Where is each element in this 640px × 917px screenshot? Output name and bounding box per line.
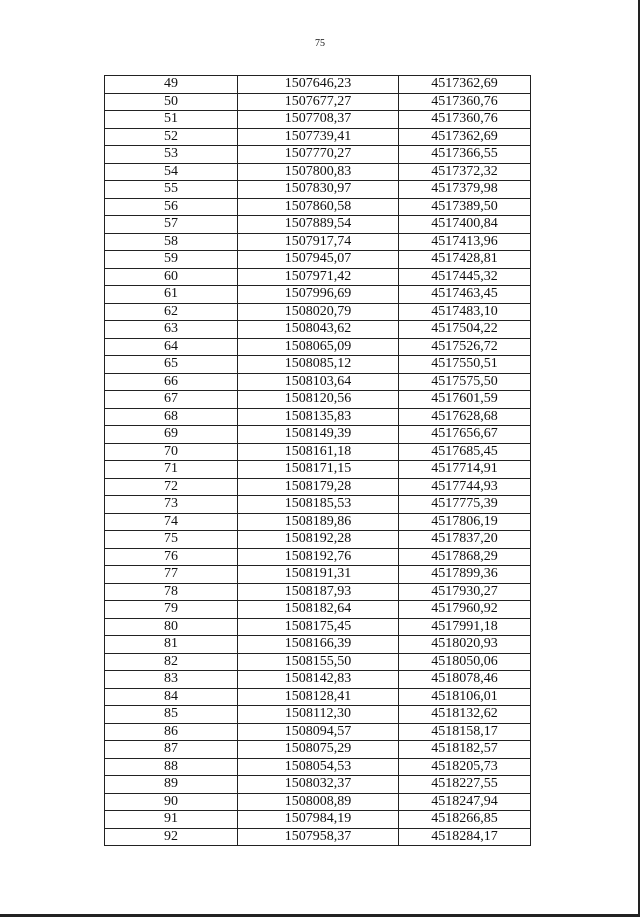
table-row [105,426,531,444]
x-coordinate-cell: 1507917,74 [238,233,399,251]
x-coordinate-cell: 1508187,93 [238,583,399,601]
point-number-cell: 82 [105,653,238,671]
y-coordinate-cell: 4517656,67 [399,426,531,444]
point-number-cell: 49 [105,76,238,94]
point-number-cell: 73 [105,496,238,514]
y-coordinate-cell: 4518020,93 [399,636,531,654]
y-coordinate-cell: 4517413,96 [399,233,531,251]
y-coordinate-cell: 4518182,57 [399,741,531,759]
x-coordinate-cell: 1508149,39 [238,426,399,444]
table-row [105,496,531,514]
table-row [105,356,531,374]
y-coordinate-cell: 4518266,85 [399,811,531,829]
point-number-cell: 51 [105,111,238,129]
y-coordinate-cell: 4517744,93 [399,478,531,496]
point-number-cell: 77 [105,566,238,584]
table-row [105,548,531,566]
point-number-cell: 91 [105,811,238,829]
x-coordinate-cell: 1507889,54 [238,216,399,234]
page-number: 75 [315,38,325,49]
x-coordinate-cell: 1507984,19 [238,811,399,829]
table-row [105,216,531,234]
y-coordinate-cell: 4517601,59 [399,391,531,409]
y-coordinate-cell: 4517463,45 [399,286,531,304]
point-number-cell: 72 [105,478,238,496]
table-row [105,688,531,706]
y-coordinate-cell: 4518106,01 [399,688,531,706]
point-number-cell: 81 [105,636,238,654]
point-number-cell: 63 [105,321,238,339]
y-coordinate-cell: 4517550,51 [399,356,531,374]
x-coordinate-cell: 1507860,58 [238,198,399,216]
table-row [105,601,531,619]
x-coordinate-cell: 1508094,57 [238,723,399,741]
y-coordinate-cell: 4517775,39 [399,496,531,514]
table-row [105,531,531,549]
y-coordinate-cell: 4517362,69 [399,128,531,146]
y-coordinate-cell: 4518132,62 [399,706,531,724]
y-coordinate-cell: 4517685,45 [399,443,531,461]
table-row [105,303,531,321]
y-coordinate-cell: 4517445,32 [399,268,531,286]
y-coordinate-cell: 4517372,32 [399,163,531,181]
y-coordinate-cell: 4517837,20 [399,531,531,549]
table-row [105,146,531,164]
x-coordinate-cell: 1507971,42 [238,268,399,286]
point-number-cell: 65 [105,356,238,374]
y-coordinate-cell: 4517575,50 [399,373,531,391]
point-number-cell: 68 [105,408,238,426]
x-coordinate-cell: 1508175,45 [238,618,399,636]
point-number-cell: 79 [105,601,238,619]
table-row [105,163,531,181]
y-coordinate-cell: 4517526,72 [399,338,531,356]
x-coordinate-cell: 1508008,89 [238,793,399,811]
x-coordinate-cell: 1507677,27 [238,93,399,111]
table-row [105,811,531,829]
x-coordinate-cell: 1508128,41 [238,688,399,706]
table-row [105,706,531,724]
y-coordinate-cell: 4517389,50 [399,198,531,216]
table-row [105,251,531,269]
point-number-cell: 74 [105,513,238,531]
x-coordinate-cell: 1508112,30 [238,706,399,724]
table-row [105,478,531,496]
x-coordinate-cell: 1508054,53 [238,758,399,776]
point-number-cell: 60 [105,268,238,286]
table-row [105,286,531,304]
x-coordinate-cell: 1508179,28 [238,478,399,496]
x-coordinate-cell: 1507708,37 [238,111,399,129]
x-coordinate-cell: 1508020,79 [238,303,399,321]
table-row [105,93,531,111]
point-number-cell: 53 [105,146,238,164]
x-coordinate-cell: 1507958,37 [238,828,399,846]
point-number-cell: 56 [105,198,238,216]
point-number-cell: 71 [105,461,238,479]
table-row [105,618,531,636]
table-row [105,181,531,199]
y-coordinate-cell: 4518205,73 [399,758,531,776]
x-coordinate-cell: 1507770,27 [238,146,399,164]
x-coordinate-cell: 1507739,41 [238,128,399,146]
point-number-cell: 62 [105,303,238,321]
point-number-cell: 80 [105,618,238,636]
x-coordinate-cell: 1508120,56 [238,391,399,409]
point-number-cell: 50 [105,93,238,111]
coordinates-table-body [105,76,531,846]
table-row [105,513,531,531]
point-number-cell: 75 [105,531,238,549]
x-coordinate-cell: 1508065,09 [238,338,399,356]
table-row [105,723,531,741]
table-row [105,321,531,339]
point-number-cell: 85 [105,706,238,724]
x-coordinate-cell: 1507800,83 [238,163,399,181]
x-coordinate-cell: 1508103,64 [238,373,399,391]
table-row [105,233,531,251]
point-number-cell: 66 [105,373,238,391]
table-row [105,776,531,794]
x-coordinate-cell: 1508166,39 [238,636,399,654]
point-number-cell: 64 [105,338,238,356]
coordinates-table [104,75,531,846]
x-coordinate-cell: 1507646,23 [238,76,399,94]
x-coordinate-cell: 1508161,18 [238,443,399,461]
y-coordinate-cell: 4518078,46 [399,671,531,689]
y-coordinate-cell: 4517504,22 [399,321,531,339]
x-coordinate-cell: 1508185,53 [238,496,399,514]
table-row [105,636,531,654]
table-row [105,566,531,584]
x-coordinate-cell: 1508043,62 [238,321,399,339]
x-coordinate-cell: 1508192,28 [238,531,399,549]
y-coordinate-cell: 4518050,06 [399,653,531,671]
point-number-cell: 57 [105,216,238,234]
y-coordinate-cell: 4517428,81 [399,251,531,269]
point-number-cell: 76 [105,548,238,566]
x-coordinate-cell: 1508075,29 [238,741,399,759]
table-row [105,443,531,461]
table-row [105,461,531,479]
table-row [105,198,531,216]
point-number-cell: 55 [105,181,238,199]
y-coordinate-cell: 4518247,94 [399,793,531,811]
point-number-cell: 52 [105,128,238,146]
y-coordinate-cell: 4517379,98 [399,181,531,199]
table-row [105,373,531,391]
y-coordinate-cell: 4517991,18 [399,618,531,636]
point-number-cell: 87 [105,741,238,759]
point-number-cell: 83 [105,671,238,689]
table-row [105,758,531,776]
y-coordinate-cell: 4517960,92 [399,601,531,619]
x-coordinate-cell: 1507945,07 [238,251,399,269]
y-coordinate-cell: 4517360,76 [399,93,531,111]
point-number-cell: 61 [105,286,238,304]
table-row [105,338,531,356]
y-coordinate-cell: 4517628,68 [399,408,531,426]
x-coordinate-cell: 1508171,15 [238,461,399,479]
table-row [105,268,531,286]
point-number-cell: 78 [105,583,238,601]
y-coordinate-cell: 4517362,69 [399,76,531,94]
point-number-cell: 54 [105,163,238,181]
x-coordinate-cell: 1508182,64 [238,601,399,619]
table-row [105,391,531,409]
point-number-cell: 92 [105,828,238,846]
point-number-cell: 70 [105,443,238,461]
x-coordinate-cell: 1508142,83 [238,671,399,689]
table-row [105,408,531,426]
x-coordinate-cell: 1508135,83 [238,408,399,426]
y-coordinate-cell: 4517714,91 [399,461,531,479]
table-row [105,671,531,689]
point-number-cell: 59 [105,251,238,269]
y-coordinate-cell: 4518284,17 [399,828,531,846]
point-number-cell: 67 [105,391,238,409]
y-coordinate-cell: 4517360,76 [399,111,531,129]
x-coordinate-cell: 1508189,86 [238,513,399,531]
y-coordinate-cell: 4517930,27 [399,583,531,601]
x-coordinate-cell: 1508085,12 [238,356,399,374]
x-coordinate-cell: 1508192,76 [238,548,399,566]
y-coordinate-cell: 4517868,29 [399,548,531,566]
point-number-cell: 86 [105,723,238,741]
point-number-cell: 58 [105,233,238,251]
x-coordinate-cell: 1508155,50 [238,653,399,671]
point-number-cell: 69 [105,426,238,444]
y-coordinate-cell: 4517483,10 [399,303,531,321]
y-coordinate-cell: 4517366,55 [399,146,531,164]
table-row [105,653,531,671]
point-number-cell: 88 [105,758,238,776]
table-row [105,583,531,601]
x-coordinate-cell: 1508032,37 [238,776,399,794]
point-number-cell: 90 [105,793,238,811]
x-coordinate-cell: 1507830,97 [238,181,399,199]
table-row [105,76,531,94]
x-coordinate-cell: 1507996,69 [238,286,399,304]
y-coordinate-cell: 4518227,55 [399,776,531,794]
table-row [105,111,531,129]
y-coordinate-cell: 4517400,84 [399,216,531,234]
table-row [105,793,531,811]
x-coordinate-cell: 1508191,31 [238,566,399,584]
y-coordinate-cell: 4518158,17 [399,723,531,741]
table-row [105,828,531,846]
table-row [105,128,531,146]
point-number-cell: 89 [105,776,238,794]
point-number-cell: 84 [105,688,238,706]
table-row [105,741,531,759]
y-coordinate-cell: 4517806,19 [399,513,531,531]
y-coordinate-cell: 4517899,36 [399,566,531,584]
